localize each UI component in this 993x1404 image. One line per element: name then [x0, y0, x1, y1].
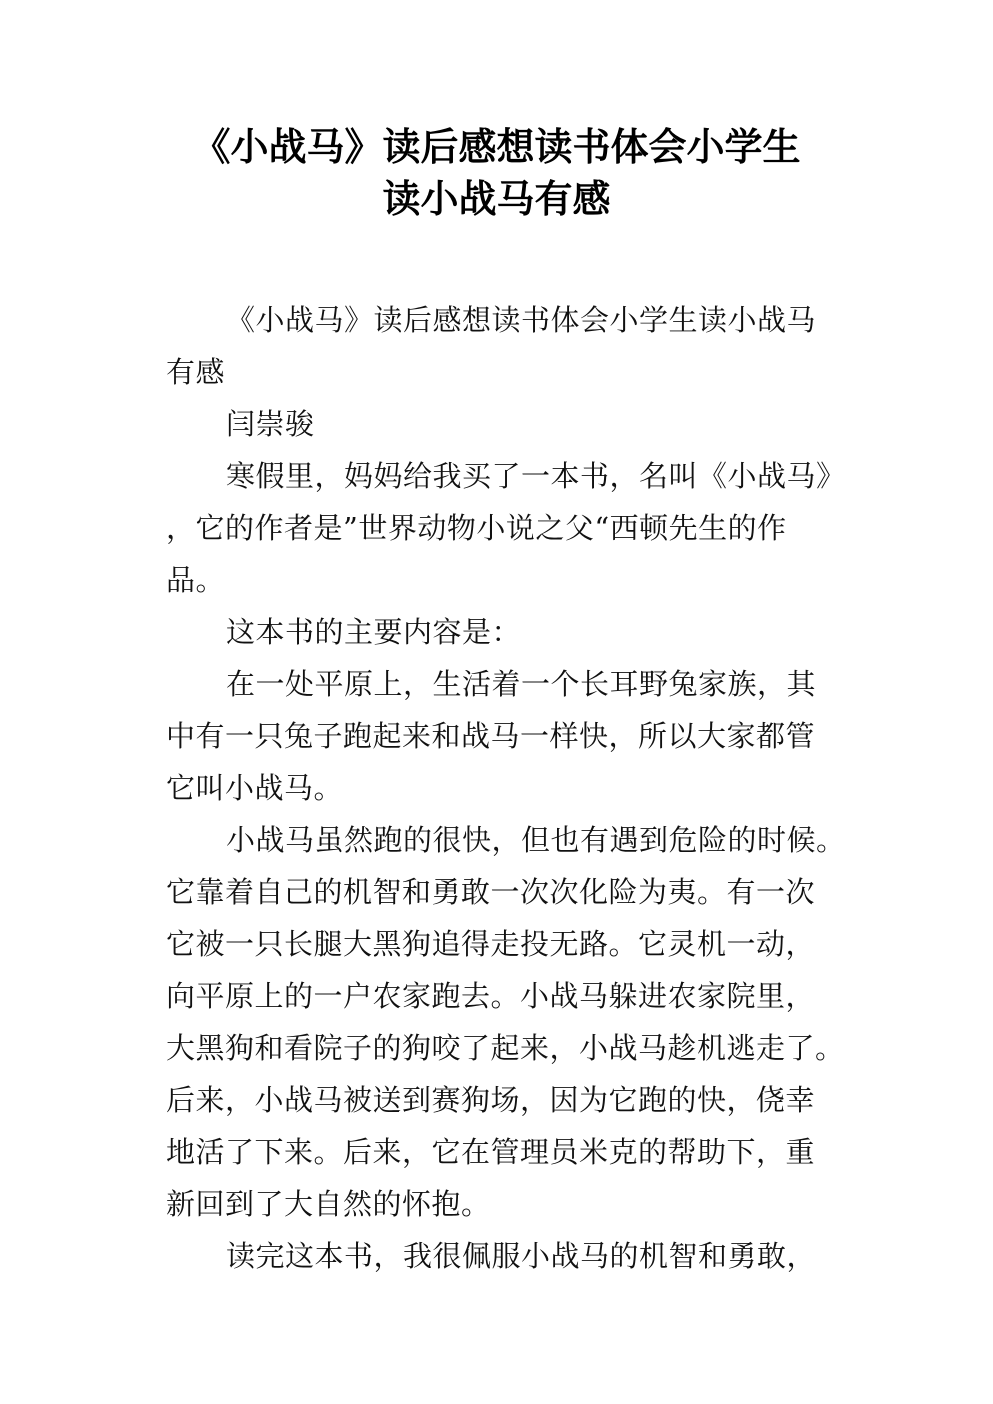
body-line: 它靠着自己的机智和勇敢一次次化险为夷。有一次	[166, 875, 816, 909]
body-line: 中有一只兔子跑起来和战马一样快，所以大家都管	[166, 719, 816, 753]
body-line: 寒假里，妈妈给我买了一本书，名叫《小战马》	[226, 459, 846, 493]
body-line: 这本书的主要内容是：	[226, 615, 522, 649]
document-title-line-1: 《小战马》读后感想读书体会小学生	[192, 125, 801, 169]
body-line: 大黑狗和看院子的狗咬了起来，小战马趁机逃走了。	[166, 1031, 845, 1065]
document-title-line-2: 读小战马有感	[382, 177, 611, 221]
body-line: 《小战马》读后感想读书体会小学生读小战马	[226, 303, 817, 337]
body-line: 地活了下来。后来，它在管理员米克的帮助下，重	[166, 1135, 816, 1169]
body-line: 它叫小战马。	[166, 771, 344, 805]
body-line: 向平原上的一户农家跑去。小战马躲进农家院里，	[166, 979, 816, 1013]
body-line: 它被一只长腿大黑狗追得走投无路。它灵机一动，	[166, 927, 816, 961]
body-line: 在一处平原上，生活着一个长耳野兔家族，其	[226, 667, 817, 701]
body-line: 小战马虽然跑的很快，但也有遇到危险的时候。	[226, 823, 846, 857]
body-line: 后来，小战马被送到赛狗场，因为它跑的快，侥幸	[166, 1083, 816, 1117]
body-line: 新回到了大自然的怀抱。	[166, 1187, 491, 1221]
body-line: 读完这本书，我很佩服小战马的机智和勇敢，	[226, 1239, 817, 1273]
body-line: 品。	[166, 563, 226, 597]
body-line: ，它的作者是”世界动物小说之父“西顿先生的作	[166, 511, 787, 545]
body-line: 有感	[166, 355, 226, 389]
author-name: 闫崇骏	[226, 407, 315, 441]
